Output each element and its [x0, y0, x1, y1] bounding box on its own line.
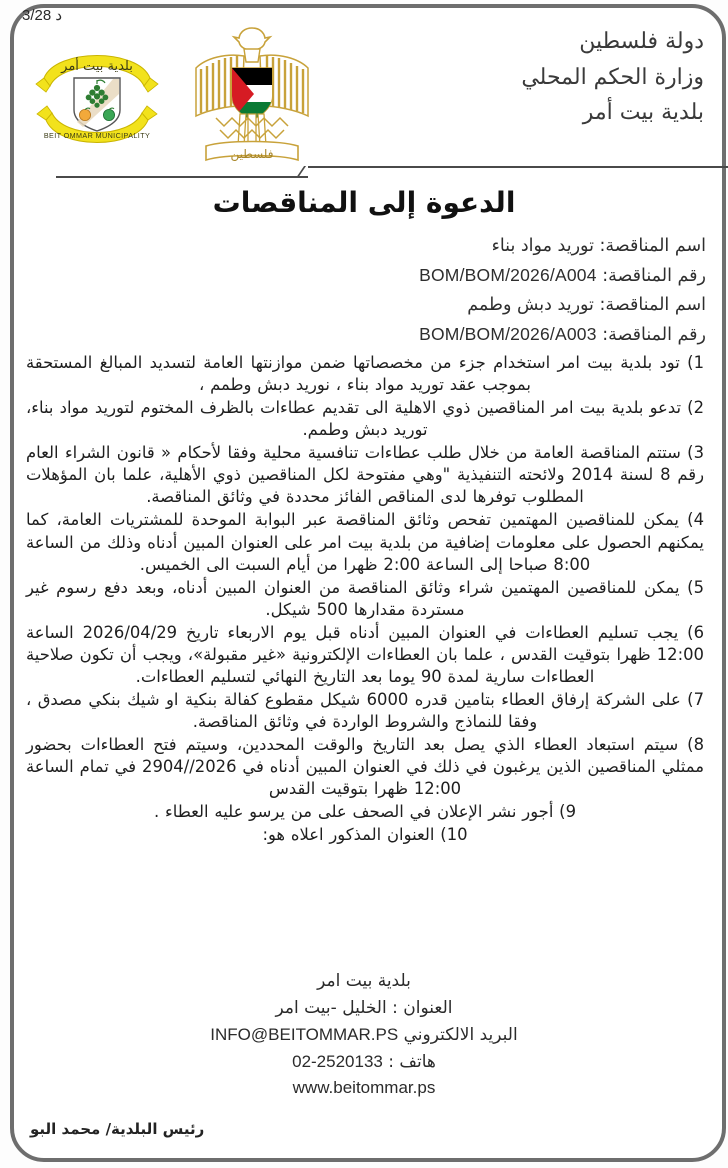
- contact-block: [0, 968, 728, 1102]
- contact-entity: بلدية بيت امر: [317, 971, 411, 991]
- clause-item: 5) يمكن للمناقصين المهتمين شراء وثائق المناقصة من العنوان المبين أدناه، وبعد دفع رسوم غير مستردة مقدارها 500 شيكل.: [26, 577, 704, 619]
- tender-name-row: [146, 232, 706, 261]
- page-title: الدعوة إلى المناقصات: [212, 186, 516, 219]
- tender-clauses-list: [26, 352, 704, 847]
- tender-name-value-1: توريد مواد بناء: [491, 236, 594, 256]
- tender-number-value-2: BOM/BOM/2026/A003: [419, 324, 597, 345]
- clause-item: 9) أجور نشر الإعلان في الصحف على من يرسو عليه العطاء .: [153, 802, 577, 822]
- contact-address-label: العنوان :: [392, 997, 453, 1018]
- contact-address-row: [0, 995, 728, 1022]
- svg-text:بلدية بيت أمر: بلدية بيت أمر: [61, 59, 133, 74]
- palestine-eagle-emblem: [182, 22, 322, 170]
- tender-number-label-1: رقم المناقصة:: [602, 266, 706, 287]
- clause-item: 10) العنوان المذكور اعلاه هو:: [262, 825, 468, 845]
- separator-line-right: [308, 166, 728, 168]
- tender-number-value-1: BOM/BOM/2026/A004: [419, 265, 597, 286]
- page-marker: 3/28 د: [22, 7, 63, 24]
- contact-email-row: [0, 1022, 728, 1049]
- tender-number-label-2: رقم المناقصة:: [602, 325, 706, 346]
- contact-address-value: الخليل -بيت امر: [275, 997, 387, 1018]
- header-text-block: [374, 24, 704, 131]
- svg-text:BEIT OMMAR MUNICIPALITY: BEIT OMMAR MUNICIPALITY: [43, 131, 151, 140]
- tender-name-value-2: توريد دبش وطمم: [467, 295, 594, 316]
- contact-phone-row: [0, 1049, 728, 1076]
- header-line-state: دولة فلسطين: [579, 29, 704, 54]
- clause-item: 3) ستتم المناقصة العامة من خلال طلب عطاءات تنافسية محلية وفقا لأحكام « قانون الشراء العام رقم 8 لسنة 2014 ولائحته التنفيذية "وهي مفتوحة لكل المناقصين ذوي الأهلية، علما بان المؤهلات المطلوب توفرها لدى المناقص الفائز محددة في وثائق المناقصة.: [26, 443, 704, 507]
- contact-email-value[interactable]: INFO@BEITOMMAR.PS: [210, 1024, 399, 1044]
- clause-item: 4) يمكن للمناقصين المهتمين تفحص وثائق المناقصة عبر البوابة الموحدة للمشتريات العامة، كما يمكنهم الحصول على معلومات إضافية من بلدية بيت امر على العنوان المبين أدناه وذلك من الساعة 8:00 صباحا إلى الساعة 2:00 ظهرا من أيام السبت الى الخميس.: [26, 510, 704, 574]
- clause-item: 2) تدعو بلدية بيت امر المناقصين ذوي الاهلية الى تقديم عطاءات بالظرف المختوم لتوريد مواد بناء، توريد دبش وطمم.: [26, 398, 704, 440]
- contact-phone-value[interactable]: 02-2520133: [292, 1051, 383, 1071]
- mayor-signature: رئيس البلدية/ محمد البو: [30, 1120, 205, 1138]
- header-line-ministry: وزارة الحكم المحلي: [521, 64, 704, 90]
- contact-website[interactable]: www.beitommar.ps: [292, 1078, 436, 1098]
- header-line-municipality: بلدية بيت أمر: [582, 100, 704, 126]
- document-header: [14, 10, 722, 160]
- tender-name-label-1: اسم المناقصة:: [599, 236, 706, 256]
- beit-ommar-municipality-emblem: [34, 34, 160, 164]
- tender-number-row: [146, 320, 706, 350]
- header-separator: [14, 166, 726, 182]
- tender-identification-block: [146, 232, 706, 350]
- contact-email-label: البريد الالكتروني: [403, 1024, 518, 1045]
- svg-text:فلسطين: فلسطين: [230, 147, 274, 161]
- tender-name-label-2: اسم المناقصة:: [599, 295, 706, 316]
- clause-item: 8) سيتم استبعاد العطاء الذي يصل بعد التاريخ والوقت المحددين، وسيتم فتح العطاءات بحضور ممثلي المناقصين الذين يرغبون في ذلك في العنوان المبين أدناه في 2026//2904 في تمام الساعة 12:00 ظهرا بتوقيت القدس: [26, 735, 704, 799]
- contact-phone-label: هاتف :: [388, 1051, 436, 1072]
- separator-line-left: [56, 176, 308, 178]
- clause-item: 1) تود بلدية بيت امر استخدام جزء من مخصصاتها ضمن موازنتها العامة لتسديد المبالغ المستحقة بموجب عقد توريد مواد بناء ، نوريد دبش وطمم ،: [26, 353, 704, 395]
- tender-number-row: [146, 261, 706, 291]
- clause-item: 6) يجب تسليم العطاءات في العنوان المبين أدناه قبل يوم الاربعاء تاريخ 2026/04/29 الساعة 12:00 ظهرا بتوقيت القدس ، علما بان العطاءات الإلكترونية «غير مقبولة»، ويجب أن تكون صلاحية العطاءات سارية لمدة 90 يوما بعد التاريخ النهائي لتسليم العطاءات.: [26, 622, 704, 686]
- tender-name-row: [146, 291, 706, 320]
- clause-item: 7) على الشركة إرفاق العطاء بتامين قدره 6000 شيكل مقطوع كفالة بنكية او شيك بنكي مصدق ، وفقا للنماذج والشروط الواردة في وثائق المناقصة.: [26, 689, 705, 731]
